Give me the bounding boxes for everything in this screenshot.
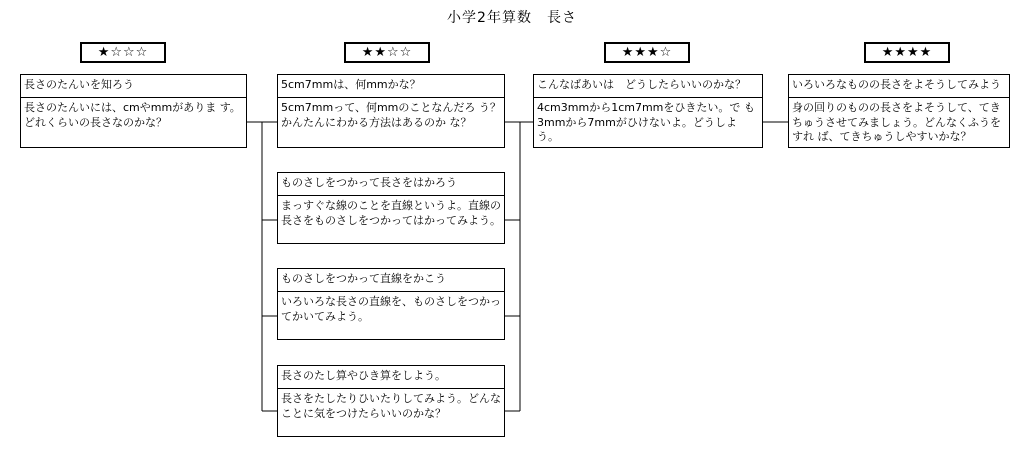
card-body: 長さのたんいには、cmやmmがありま す。どれくらいの長さなのかな？	[24, 101, 241, 129]
card-body: 4cm3mmから1cm7mmをひきたい。で も3mmから7mmがひけないよ。どうしよ う。	[537, 101, 755, 143]
card-title: 長さのたし算やひき算をしよう。	[278, 366, 504, 389]
card-measure-with-ruler	[277, 172, 505, 244]
card-body: まっすぐな線のことを直線というよ。直線の 長さをものさしをつかってはかってみよう。	[281, 199, 501, 227]
card-draw-with-ruler	[277, 268, 505, 340]
level-3-stars: ★★★☆	[604, 42, 690, 63]
card-title: こんなばあいは どうしたらいいのかな？	[534, 75, 762, 98]
card-body: 長さをたしたりひいたりしてみよう。どんな ことに気をつけたらいいのかな？	[281, 392, 501, 420]
card-estimate-length	[788, 74, 1010, 148]
card-title: ものさしをつかって長さをはかろう	[278, 173, 504, 196]
level-2-stars: ★★☆☆	[344, 42, 430, 63]
page-title: 小学2年算数 長さ	[447, 10, 577, 26]
card-add-subtract-length	[277, 365, 505, 437]
card-unit-of-length	[20, 74, 247, 148]
card-title: 長さのたんいを知ろう	[21, 75, 246, 98]
card-title: いろいろなものの長さをよそうしてみよう	[789, 75, 1009, 98]
level-1-stars: ★☆☆☆	[80, 42, 166, 63]
card-body: 身の回りのものの長さをよそうして、てき ちゅうさせてみましょう。どんなくふうをすれ ば、てきちゅうしやすいかな？	[792, 101, 1001, 143]
card-body: 5cm7mmって、何mmのことなんだろ う？かんたんにわかる方法はあるのか な？	[281, 101, 501, 129]
level-4-stars: ★★★★	[864, 42, 950, 63]
card-borrowing-case	[533, 74, 763, 148]
card-title: ものさしをつかって直線をかこう	[278, 269, 504, 292]
card-body: いろいろな長さの直線を、ものさしをつかっ てかいてみよう。	[281, 295, 501, 323]
card-title: 5cm7mmは、何mmかな？	[278, 75, 504, 98]
card-cm-to-mm	[277, 74, 505, 148]
